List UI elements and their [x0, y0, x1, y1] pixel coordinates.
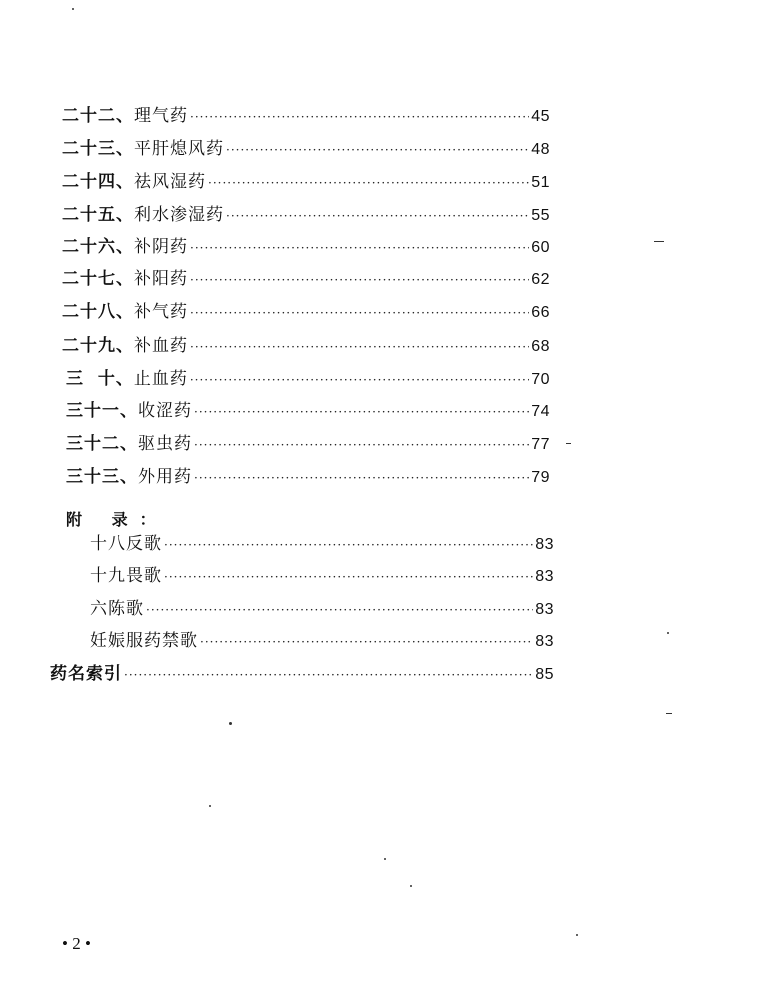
entry-title: 理气药: [134, 106, 188, 126]
toc-entry: [62, 103, 550, 129]
entry-title: 十九畏歌: [90, 566, 162, 586]
entry-number: 二十四、: [62, 172, 134, 192]
appendix-entry: [90, 531, 554, 557]
dot-leader: [194, 465, 529, 491]
toc-entry: [62, 169, 550, 195]
dot-leader: [190, 104, 529, 130]
scan-speck: [667, 632, 669, 634]
page-number: • 2 •: [62, 934, 91, 953]
entry-page: 55: [531, 207, 550, 224]
entry-title: 止血药: [133, 369, 188, 389]
dot-leader: [146, 597, 533, 623]
entry-page: 45: [531, 108, 550, 125]
dot-leader: [200, 629, 533, 655]
entry-title: 收涩药: [138, 401, 192, 421]
dot-leader: [226, 137, 529, 163]
entry-title: 补血药: [134, 336, 188, 356]
entry-title: 补阳药: [134, 269, 188, 289]
entry-number: 三十三、: [66, 467, 138, 487]
toc-entry: [66, 366, 550, 392]
toc-entry: [62, 234, 550, 260]
entry-page: 77: [531, 436, 550, 453]
entry-page: 62: [531, 271, 550, 288]
entry-page: 83: [535, 601, 554, 618]
entry-page: 74: [531, 403, 550, 420]
dot-leader: [194, 399, 529, 425]
entry-number: 二十八、: [62, 302, 134, 322]
entry-page: 83: [535, 633, 554, 650]
entry-number: 二十三、: [62, 139, 134, 159]
entry-number: 三十二、: [66, 434, 138, 454]
toc-entry: [62, 202, 550, 228]
scan-speck: [72, 8, 74, 10]
scan-speck: [576, 934, 578, 936]
entry-page: 70: [531, 371, 550, 388]
entry-title: 驱虫药: [138, 434, 192, 454]
entry-title: 药名索引: [50, 664, 122, 684]
dot-leader: [190, 267, 529, 293]
toc-entry: [62, 266, 550, 292]
entry-number: 三十一、: [66, 401, 138, 421]
appendix-entry: [90, 628, 554, 654]
entry-title: 祛风湿药: [134, 172, 206, 192]
entry-number: 二十九、: [62, 336, 134, 356]
entry-page: 68: [531, 338, 550, 355]
entry-number: 二十六、: [62, 237, 134, 257]
dot-leader: [190, 367, 529, 393]
toc-entry: [62, 136, 550, 162]
scan-speck: [229, 722, 232, 725]
scan-speck: [666, 713, 672, 714]
entry-page: 85: [535, 666, 554, 683]
dot-leader: [164, 564, 533, 590]
toc-entry: [62, 299, 550, 325]
dot-leader: [194, 432, 529, 458]
dot-leader: [190, 334, 529, 360]
toc-entry: [66, 398, 550, 424]
toc-entry: [62, 333, 550, 359]
toc-entry: [66, 431, 550, 457]
dot-leader: [226, 203, 529, 229]
appendix-entry: [90, 563, 554, 589]
appendix-heading: 附 录：: [66, 510, 168, 529]
entry-title: 补气药: [134, 302, 188, 322]
dot-leader: [190, 300, 529, 326]
entry-page: 83: [535, 568, 554, 585]
entry-number: 三 十、: [66, 369, 134, 389]
index-entry: [50, 661, 554, 687]
dot-leader: [190, 235, 529, 261]
scan-speck: [209, 805, 211, 807]
scan-speck: [384, 858, 386, 860]
entry-number: 二十二、: [62, 106, 134, 126]
scan-speck: [410, 885, 412, 887]
entry-number: 二十五、: [62, 205, 134, 225]
entry-page: 48: [531, 141, 550, 158]
entry-page: 51: [531, 174, 550, 191]
entry-number: 二十七、: [62, 269, 134, 289]
dot-leader: [164, 532, 533, 558]
entry-page: 60: [531, 239, 550, 256]
entry-page: 83: [535, 536, 554, 553]
scan-speck: [654, 241, 664, 242]
dot-leader: [124, 662, 533, 688]
entry-page: 66: [531, 304, 550, 321]
entry-title: 六陈歌: [90, 599, 144, 619]
entry-title: 外用药: [138, 467, 192, 487]
appendix-entry: [90, 596, 554, 622]
entry-title: 利水渗湿药: [134, 205, 224, 225]
entry-page: 79: [531, 469, 550, 486]
dot-leader: [208, 170, 529, 196]
entry-title: 妊娠服药禁歌: [90, 631, 198, 651]
entry-title: 十八反歌: [90, 534, 162, 554]
entry-title: 平肝熄风药: [134, 139, 224, 159]
entry-title: 补阴药: [134, 237, 188, 257]
scan-speck: [566, 443, 571, 444]
toc-entry: [66, 464, 550, 490]
